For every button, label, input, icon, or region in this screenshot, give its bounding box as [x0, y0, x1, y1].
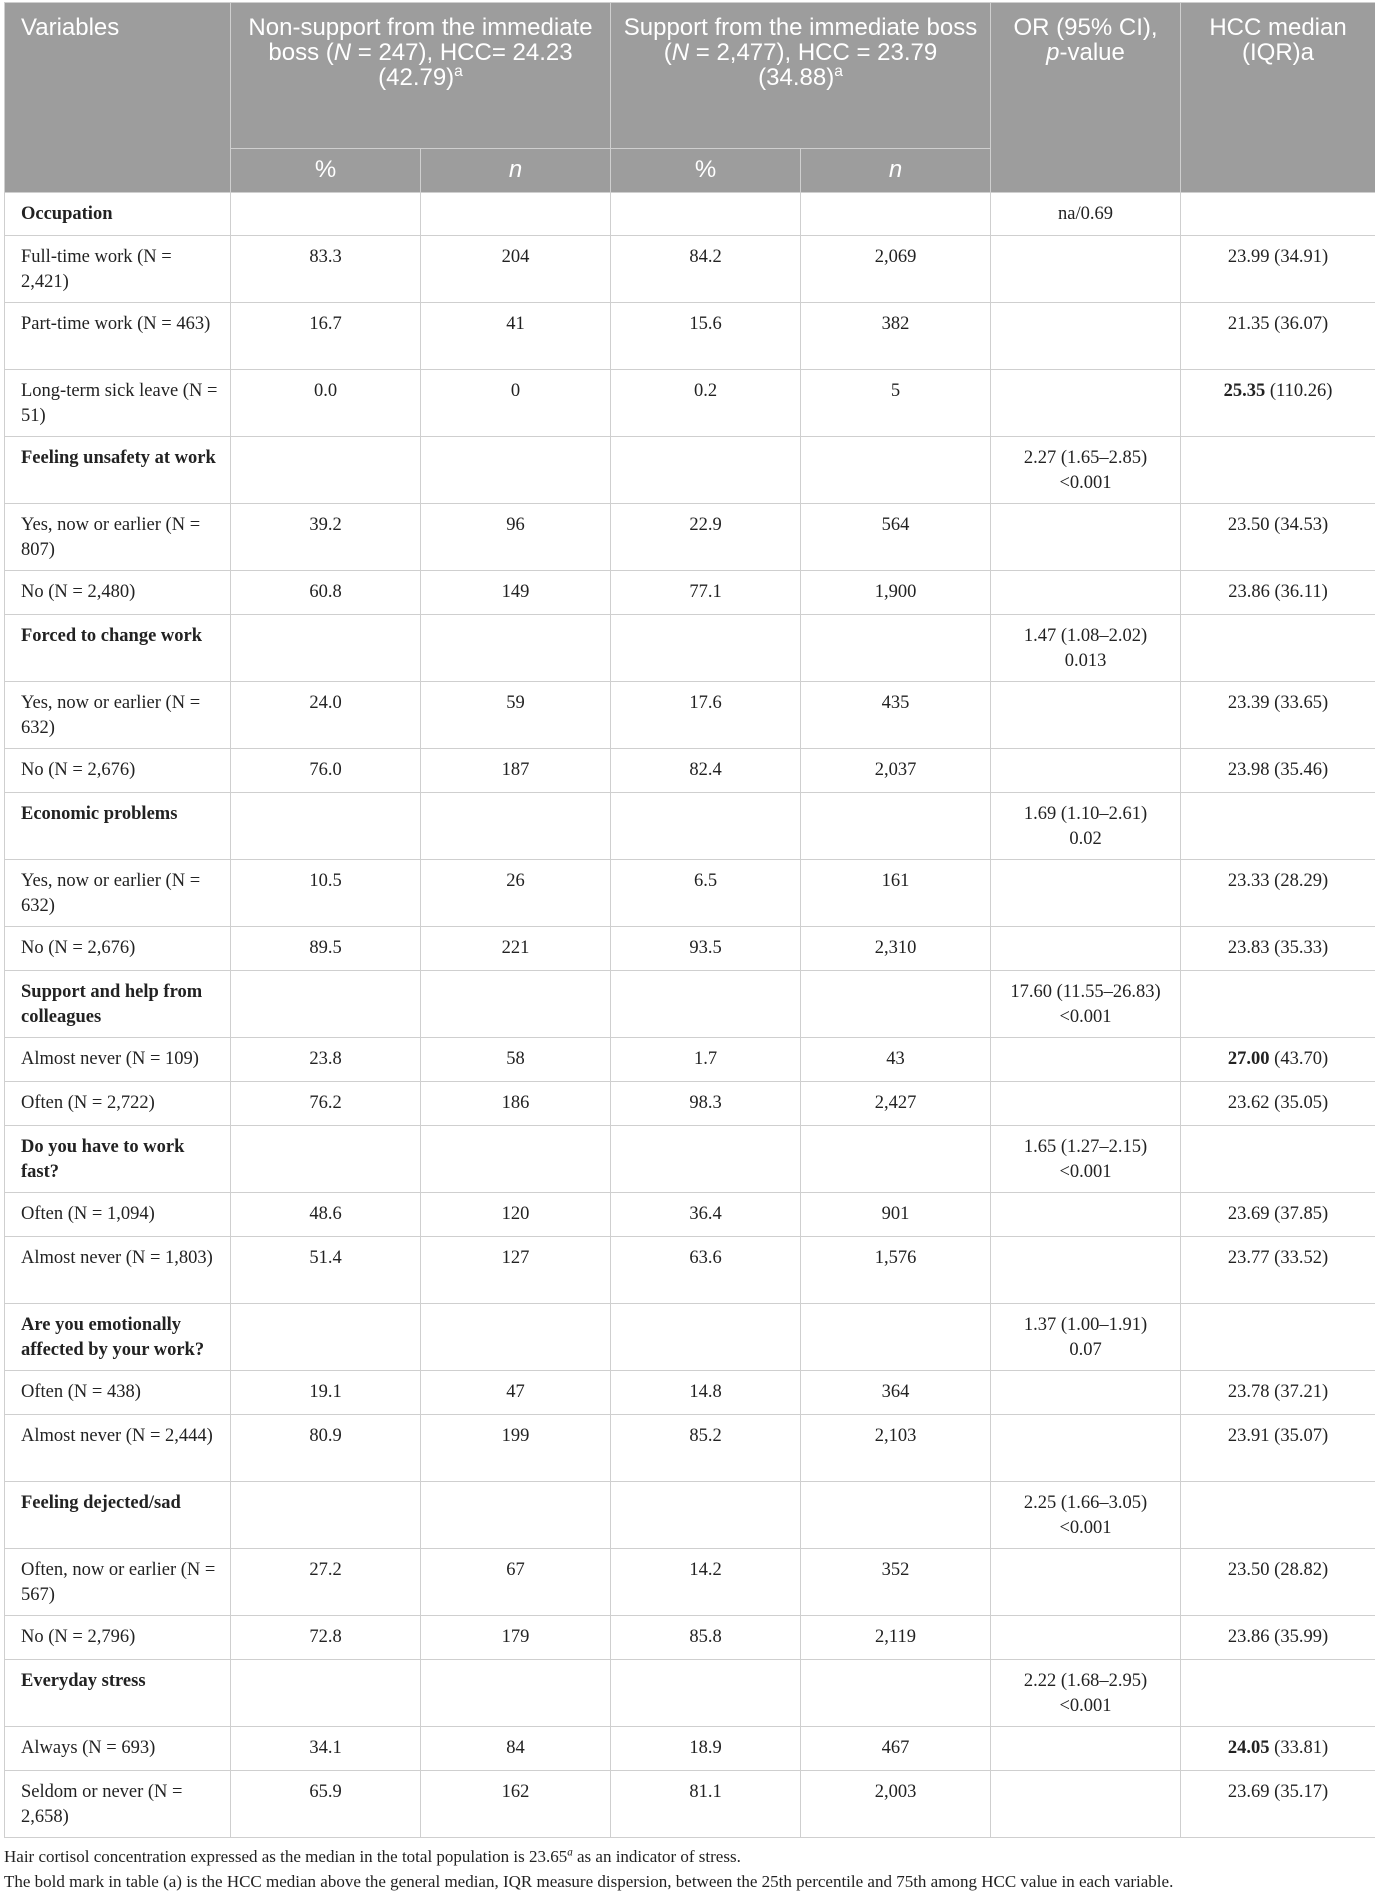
odds-ratio-value: 2.25 (1.66–3.05) [999, 1491, 1172, 1516]
nonsupport-percent: 19.1 [231, 1371, 421, 1415]
empty-cell [231, 1660, 421, 1727]
hcc-median-value: 23.86 [1228, 1627, 1270, 1647]
nonsupport-percent: 24.0 [231, 682, 421, 749]
empty-cell [801, 793, 991, 860]
variable-heading-row [5, 971, 1375, 1038]
hcc-median-value: 25.35 [1224, 381, 1266, 401]
hcc-iqr-value: (34.53) [1270, 515, 1329, 535]
table-row [5, 1415, 1375, 1482]
hcc-iqr-value: (35.33) [1270, 938, 1329, 958]
empty-cell [231, 1482, 421, 1549]
table-row [5, 1549, 1375, 1616]
support-n: 364 [801, 1371, 991, 1415]
p-value: 0.07 [999, 1338, 1172, 1363]
nonsupport-n: 127 [421, 1237, 611, 1304]
empty-cell [1181, 1126, 1375, 1193]
support-n: 2,119 [801, 1616, 991, 1660]
support-n: 901 [801, 1193, 991, 1237]
row-label: Feeling unsafety at work [5, 437, 231, 504]
hcc-iqr-value: (35.46) [1270, 760, 1329, 780]
hcc-median-value: 23.99 [1228, 247, 1270, 267]
support-n: 2,427 [801, 1082, 991, 1126]
hcc-iqr-value: (110.26) [1265, 381, 1332, 401]
hcc-median-value: 23.78 [1228, 1382, 1270, 1402]
nonsupport-n: 58 [421, 1038, 611, 1082]
nonsupport-percent: 34.1 [231, 1727, 421, 1771]
odds-ratio-cell [991, 793, 1181, 860]
hcc-median-cell [1181, 1371, 1375, 1415]
empty-cell [991, 303, 1181, 370]
p-value: 0.02 [999, 827, 1172, 852]
hcc-median-value: 23.77 [1228, 1248, 1270, 1268]
empty-cell [801, 1482, 991, 1549]
row-label: Full-time work (N = 2,421) [5, 236, 231, 303]
empty-cell [991, 1771, 1181, 1838]
nonsupport-n: 149 [421, 571, 611, 615]
support-n: 2,310 [801, 927, 991, 971]
hcc-median-cell [1181, 571, 1375, 615]
row-label: Often (N = 1,094) [5, 1193, 231, 1237]
support-n: 564 [801, 504, 991, 571]
row-label: Seldom or never (N = 2,658) [5, 1771, 231, 1838]
empty-cell [231, 1126, 421, 1193]
empty-cell [1181, 1660, 1375, 1727]
row-label: No (N = 2,676) [5, 749, 231, 793]
hcc-median-cell [1181, 1415, 1375, 1482]
hcc-median-cell [1181, 860, 1375, 927]
table-row [5, 1237, 1375, 1304]
empty-cell [421, 793, 611, 860]
nonsupport-percent: 23.8 [231, 1038, 421, 1082]
odds-ratio-value: na/0.69 [999, 202, 1172, 227]
hcc-iqr-value: (35.99) [1270, 1627, 1329, 1647]
row-label: No (N = 2,796) [5, 1616, 231, 1660]
empty-cell [611, 193, 801, 236]
nonsupport-percent: 60.8 [231, 571, 421, 615]
support-n: 2,003 [801, 1771, 991, 1838]
row-label: No (N = 2,676) [5, 927, 231, 971]
table-row [5, 860, 1375, 927]
empty-cell [1181, 971, 1375, 1038]
row-label: Almost never (N = 109) [5, 1038, 231, 1082]
hcc-iqr-value: (35.17) [1270, 1782, 1329, 1802]
empty-cell [991, 682, 1181, 749]
empty-cell [421, 1304, 611, 1371]
header-support-n: n [801, 149, 991, 193]
nonsupport-n: 26 [421, 860, 611, 927]
hcc-median-value: 23.69 [1228, 1782, 1270, 1802]
support-percent: 98.3 [611, 1082, 801, 1126]
nonsupport-percent: 65.9 [231, 1771, 421, 1838]
hcc-iqr-value: (28.82) [1270, 1560, 1329, 1580]
table-row [5, 1371, 1375, 1415]
empty-cell [801, 437, 991, 504]
nonsupport-percent: 51.4 [231, 1237, 421, 1304]
empty-cell [231, 193, 421, 236]
support-n: 2,037 [801, 749, 991, 793]
nonsupport-percent: 0.0 [231, 370, 421, 437]
empty-cell [1181, 793, 1375, 860]
odds-ratio-cell [991, 1126, 1181, 1193]
row-label: Often (N = 438) [5, 1371, 231, 1415]
support-percent: 85.8 [611, 1616, 801, 1660]
hcc-median-value: 23.33 [1228, 871, 1270, 891]
odds-ratio-value: 1.47 (1.08–2.02) [999, 624, 1172, 649]
nonsupport-n: 96 [421, 504, 611, 571]
support-percent: 36.4 [611, 1193, 801, 1237]
row-label: Support and help from colleagues [5, 971, 231, 1038]
odds-ratio-cell [991, 1482, 1181, 1549]
row-label: Always (N = 693) [5, 1727, 231, 1771]
nonsupport-n: 199 [421, 1415, 611, 1482]
row-label: Part-time work (N = 463) [5, 303, 231, 370]
hcc-iqr-value: (28.29) [1270, 871, 1329, 891]
row-label: Yes, now or earlier (N = 632) [5, 860, 231, 927]
support-percent: 81.1 [611, 1771, 801, 1838]
hcc-median-cell [1181, 927, 1375, 971]
odds-ratio-value: 2.22 (1.68–2.95) [999, 1669, 1172, 1694]
support-percent: 82.4 [611, 749, 801, 793]
support-percent: 18.9 [611, 1727, 801, 1771]
nonsupport-n: 67 [421, 1549, 611, 1616]
support-n: 1,576 [801, 1237, 991, 1304]
empty-cell [991, 1082, 1181, 1126]
empty-cell [991, 860, 1181, 927]
hcc-iqr-value: (33.52) [1270, 1248, 1329, 1268]
nonsupport-percent: 39.2 [231, 504, 421, 571]
nonsupport-n: 179 [421, 1616, 611, 1660]
empty-cell [231, 1304, 421, 1371]
row-label: Feeling dejected/sad [5, 1482, 231, 1549]
empty-cell [421, 193, 611, 236]
odds-ratio-value: 2.27 (1.65–2.85) [999, 446, 1172, 471]
empty-cell [231, 437, 421, 504]
empty-cell [991, 1616, 1181, 1660]
support-percent: 77.1 [611, 571, 801, 615]
support-n: 1,900 [801, 571, 991, 615]
variable-heading-row [5, 793, 1375, 860]
nonsupport-percent: 10.5 [231, 860, 421, 927]
nonsupport-percent: 72.8 [231, 1616, 421, 1660]
empty-cell [991, 927, 1181, 971]
empty-cell [991, 571, 1181, 615]
support-n: 43 [801, 1038, 991, 1082]
variable-heading-row [5, 193, 1375, 236]
empty-cell [1181, 1304, 1375, 1371]
empty-cell [991, 1237, 1181, 1304]
row-label: Everyday stress [5, 1660, 231, 1727]
empty-cell [421, 1660, 611, 1727]
hcc-median-cell [1181, 1771, 1375, 1838]
empty-cell [611, 793, 801, 860]
empty-cell [421, 615, 611, 682]
row-label: Occupation [5, 193, 231, 236]
empty-cell [801, 1304, 991, 1371]
row-label: Economic problems [5, 793, 231, 860]
row-label: Are you emotionally affected by your work? [5, 1304, 231, 1371]
support-percent: 85.2 [611, 1415, 801, 1482]
support-percent: 84.2 [611, 236, 801, 303]
nonsupport-percent: 80.9 [231, 1415, 421, 1482]
empty-cell [611, 437, 801, 504]
odds-ratio-cell [991, 1660, 1181, 1727]
row-label: Often, now or earlier (N = 567) [5, 1549, 231, 1616]
empty-cell [421, 971, 611, 1038]
table-container [4, 2, 1375, 1894]
empty-cell [991, 236, 1181, 303]
empty-cell [611, 1660, 801, 1727]
table-row [5, 1771, 1375, 1838]
nonsupport-percent: 48.6 [231, 1193, 421, 1237]
empty-cell [611, 1482, 801, 1549]
hcc-median-value: 23.83 [1228, 938, 1270, 958]
table-row [5, 303, 1375, 370]
nonsupport-percent: 83.3 [231, 236, 421, 303]
hcc-median-cell [1181, 682, 1375, 749]
variable-heading-row [5, 1304, 1375, 1371]
nonsupport-n: 204 [421, 236, 611, 303]
support-n: 161 [801, 860, 991, 927]
hcc-iqr-value: (35.05) [1270, 1093, 1329, 1113]
support-percent: 1.7 [611, 1038, 801, 1082]
hcc-iqr-value: (36.07) [1270, 314, 1329, 334]
hcc-median-cell [1181, 1038, 1375, 1082]
header-support: Support from the immediate boss (N = 2,477), HCC = 23.79 $(34.88)^a$ [611, 3, 991, 149]
empty-cell [1181, 437, 1375, 504]
hcc-iqr-value: (37.85) [1270, 1204, 1329, 1224]
hcc-median-value: 23.98 [1228, 760, 1270, 780]
table-row [5, 682, 1375, 749]
empty-cell [801, 193, 991, 236]
odds-ratio-value: 1.65 (1.27–2.15) [999, 1135, 1172, 1160]
hcc-median-cell [1181, 504, 1375, 571]
row-label: Almost never (N = 1,803) [5, 1237, 231, 1304]
hcc-median-value: 23.50 [1228, 1560, 1270, 1580]
hcc-median-cell [1181, 749, 1375, 793]
row-label: No (N = 2,480) [5, 571, 231, 615]
nonsupport-n: 221 [421, 927, 611, 971]
hcc-median-value: 27.00 [1228, 1049, 1270, 1069]
empty-cell [231, 793, 421, 860]
header-odds-ratio: OR (95% CI), p-value [991, 3, 1181, 193]
row-label: Yes, now or earlier (N = 632) [5, 682, 231, 749]
empty-cell [991, 1371, 1181, 1415]
variable-heading-row [5, 437, 1375, 504]
p-value: <0.001 [999, 1005, 1172, 1030]
support-n: 467 [801, 1727, 991, 1771]
header-nonsupport-percent: % [231, 149, 421, 193]
empty-cell [421, 437, 611, 504]
p-value: <0.001 [999, 1160, 1172, 1185]
nonsupport-n: 0 [421, 370, 611, 437]
hcc-median-cell [1181, 1616, 1375, 1660]
empty-cell [991, 1727, 1181, 1771]
table-row [5, 749, 1375, 793]
results-table [4, 2, 1375, 1838]
table-row [5, 1727, 1375, 1771]
hcc-iqr-value: (43.70) [1270, 1049, 1329, 1069]
p-value: <0.001 [999, 1694, 1172, 1719]
header-support-percent: % [611, 149, 801, 193]
variable-heading-row [5, 1126, 1375, 1193]
hcc-iqr-value: (34.91) [1270, 247, 1329, 267]
support-n: 352 [801, 1549, 991, 1616]
table-row [5, 1082, 1375, 1126]
table-row [5, 1616, 1375, 1660]
hcc-median-value: 23.50 [1228, 515, 1270, 535]
empty-cell [1181, 1482, 1375, 1549]
hcc-median-cell [1181, 1237, 1375, 1304]
header-hcc-median: HCC median (IQR)a [1181, 3, 1375, 193]
nonsupport-n: 41 [421, 303, 611, 370]
hcc-median-cell [1181, 1082, 1375, 1126]
empty-cell [801, 615, 991, 682]
support-percent: 17.6 [611, 682, 801, 749]
empty-cell [611, 1126, 801, 1193]
p-value: <0.001 [999, 471, 1172, 496]
odds-ratio-cell [991, 615, 1181, 682]
hcc-iqr-value: (33.65) [1270, 693, 1329, 713]
hcc-median-value: 24.05 [1228, 1738, 1270, 1758]
support-n: 5 [801, 370, 991, 437]
empty-cell [991, 1415, 1181, 1482]
empty-cell [991, 504, 1181, 571]
empty-cell [991, 1193, 1181, 1237]
table-row [5, 1193, 1375, 1237]
hcc-median-value: 23.86 [1228, 582, 1270, 602]
empty-cell [991, 1549, 1181, 1616]
table-row [5, 1038, 1375, 1082]
row-label: Yes, now or earlier (N = 807) [5, 504, 231, 571]
footnote-2: The bold mark in table (a) is the HCC median above the general median, IQR measure dispersion, between the 25th percentile and 75th among HCC value in each variable. [4, 1869, 1375, 1894]
empty-cell [611, 1304, 801, 1371]
table-header [5, 3, 1375, 193]
nonsupport-n: 59 [421, 682, 611, 749]
hcc-iqr-value: (37.21) [1270, 1382, 1329, 1402]
empty-cell [1181, 193, 1375, 236]
footnote-1: Hair cortisol concentration expressed as the median in the total population is 23.65$^a$ as an indicator of stress. [4, 1844, 1375, 1869]
empty-cell [611, 615, 801, 682]
header-nonsupport: Non-support from the immediate boss (N = 247), HCC= 24.23 $(42.79)^a$ [231, 3, 611, 149]
row-label: Do you have to work fast? [5, 1126, 231, 1193]
p-value: <0.001 [999, 1516, 1172, 1541]
nonsupport-percent: 16.7 [231, 303, 421, 370]
nonsupport-percent: 76.2 [231, 1082, 421, 1126]
table-row [5, 370, 1375, 437]
hcc-median-cell [1181, 1193, 1375, 1237]
p-value: 0.013 [999, 649, 1172, 674]
row-label: Long-term sick leave (N = 51) [5, 370, 231, 437]
hcc-median-cell [1181, 370, 1375, 437]
footnotes [4, 1844, 1375, 1894]
variable-heading-row [5, 615, 1375, 682]
hcc-median-value: 21.35 [1228, 314, 1270, 334]
table-row [5, 927, 1375, 971]
empty-cell [231, 971, 421, 1038]
support-percent: 22.9 [611, 504, 801, 571]
support-percent: 0.2 [611, 370, 801, 437]
variable-heading-row [5, 1660, 1375, 1727]
hcc-median-cell [1181, 303, 1375, 370]
empty-cell [991, 370, 1181, 437]
empty-cell [1181, 615, 1375, 682]
nonsupport-n: 47 [421, 1371, 611, 1415]
hcc-median-cell [1181, 1549, 1375, 1616]
table-row [5, 571, 1375, 615]
support-n: 2,103 [801, 1415, 991, 1482]
header-variables: Variables [5, 3, 231, 193]
nonsupport-n: 84 [421, 1727, 611, 1771]
support-percent: 63.6 [611, 1237, 801, 1304]
empty-cell [801, 971, 991, 1038]
empty-cell [421, 1482, 611, 1549]
hcc-iqr-value: (36.11) [1270, 582, 1328, 602]
nonsupport-n: 187 [421, 749, 611, 793]
hcc-median-value: 23.39 [1228, 693, 1270, 713]
odds-ratio-cell [991, 971, 1181, 1038]
variable-heading-row [5, 1482, 1375, 1549]
table-body [5, 193, 1375, 1838]
hcc-median-value: 23.69 [1228, 1204, 1270, 1224]
support-percent: 14.8 [611, 1371, 801, 1415]
empty-cell [231, 615, 421, 682]
empty-cell [801, 1126, 991, 1193]
header-nonsupport-n: n [421, 149, 611, 193]
hcc-iqr-value: (35.07) [1270, 1426, 1329, 1446]
support-percent: 6.5 [611, 860, 801, 927]
odds-ratio-value: 17.60 (11.55–26.83) [999, 980, 1172, 1005]
nonsupport-n: 120 [421, 1193, 611, 1237]
hcc-median-cell [1181, 1727, 1375, 1771]
hcc-median-cell [1181, 236, 1375, 303]
support-percent: 14.2 [611, 1549, 801, 1616]
nonsupport-percent: 27.2 [231, 1549, 421, 1616]
nonsupport-percent: 76.0 [231, 749, 421, 793]
odds-ratio-cell [991, 1304, 1181, 1371]
table-row [5, 504, 1375, 571]
row-label: Often (N = 2,722) [5, 1082, 231, 1126]
odds-ratio-cell [991, 193, 1181, 236]
row-label: Almost never (N = 2,444) [5, 1415, 231, 1482]
support-percent: 93.5 [611, 927, 801, 971]
table-row [5, 236, 1375, 303]
empty-cell [421, 1126, 611, 1193]
odds-ratio-value: 1.37 (1.00–1.91) [999, 1313, 1172, 1338]
empty-cell [991, 1038, 1181, 1082]
empty-cell [801, 1660, 991, 1727]
hcc-median-value: 23.62 [1228, 1093, 1270, 1113]
odds-ratio-cell [991, 437, 1181, 504]
row-label: Forced to change work [5, 615, 231, 682]
nonsupport-n: 186 [421, 1082, 611, 1126]
odds-ratio-value: 1.69 (1.10–2.61) [999, 802, 1172, 827]
hcc-median-value: 23.91 [1228, 1426, 1270, 1446]
support-n: 382 [801, 303, 991, 370]
empty-cell [991, 749, 1181, 793]
nonsupport-n: 162 [421, 1771, 611, 1838]
hcc-iqr-value: (33.81) [1270, 1738, 1329, 1758]
support-n: 435 [801, 682, 991, 749]
support-percent: 15.6 [611, 303, 801, 370]
empty-cell [611, 971, 801, 1038]
nonsupport-percent: 89.5 [231, 927, 421, 971]
support-n: 2,069 [801, 236, 991, 303]
